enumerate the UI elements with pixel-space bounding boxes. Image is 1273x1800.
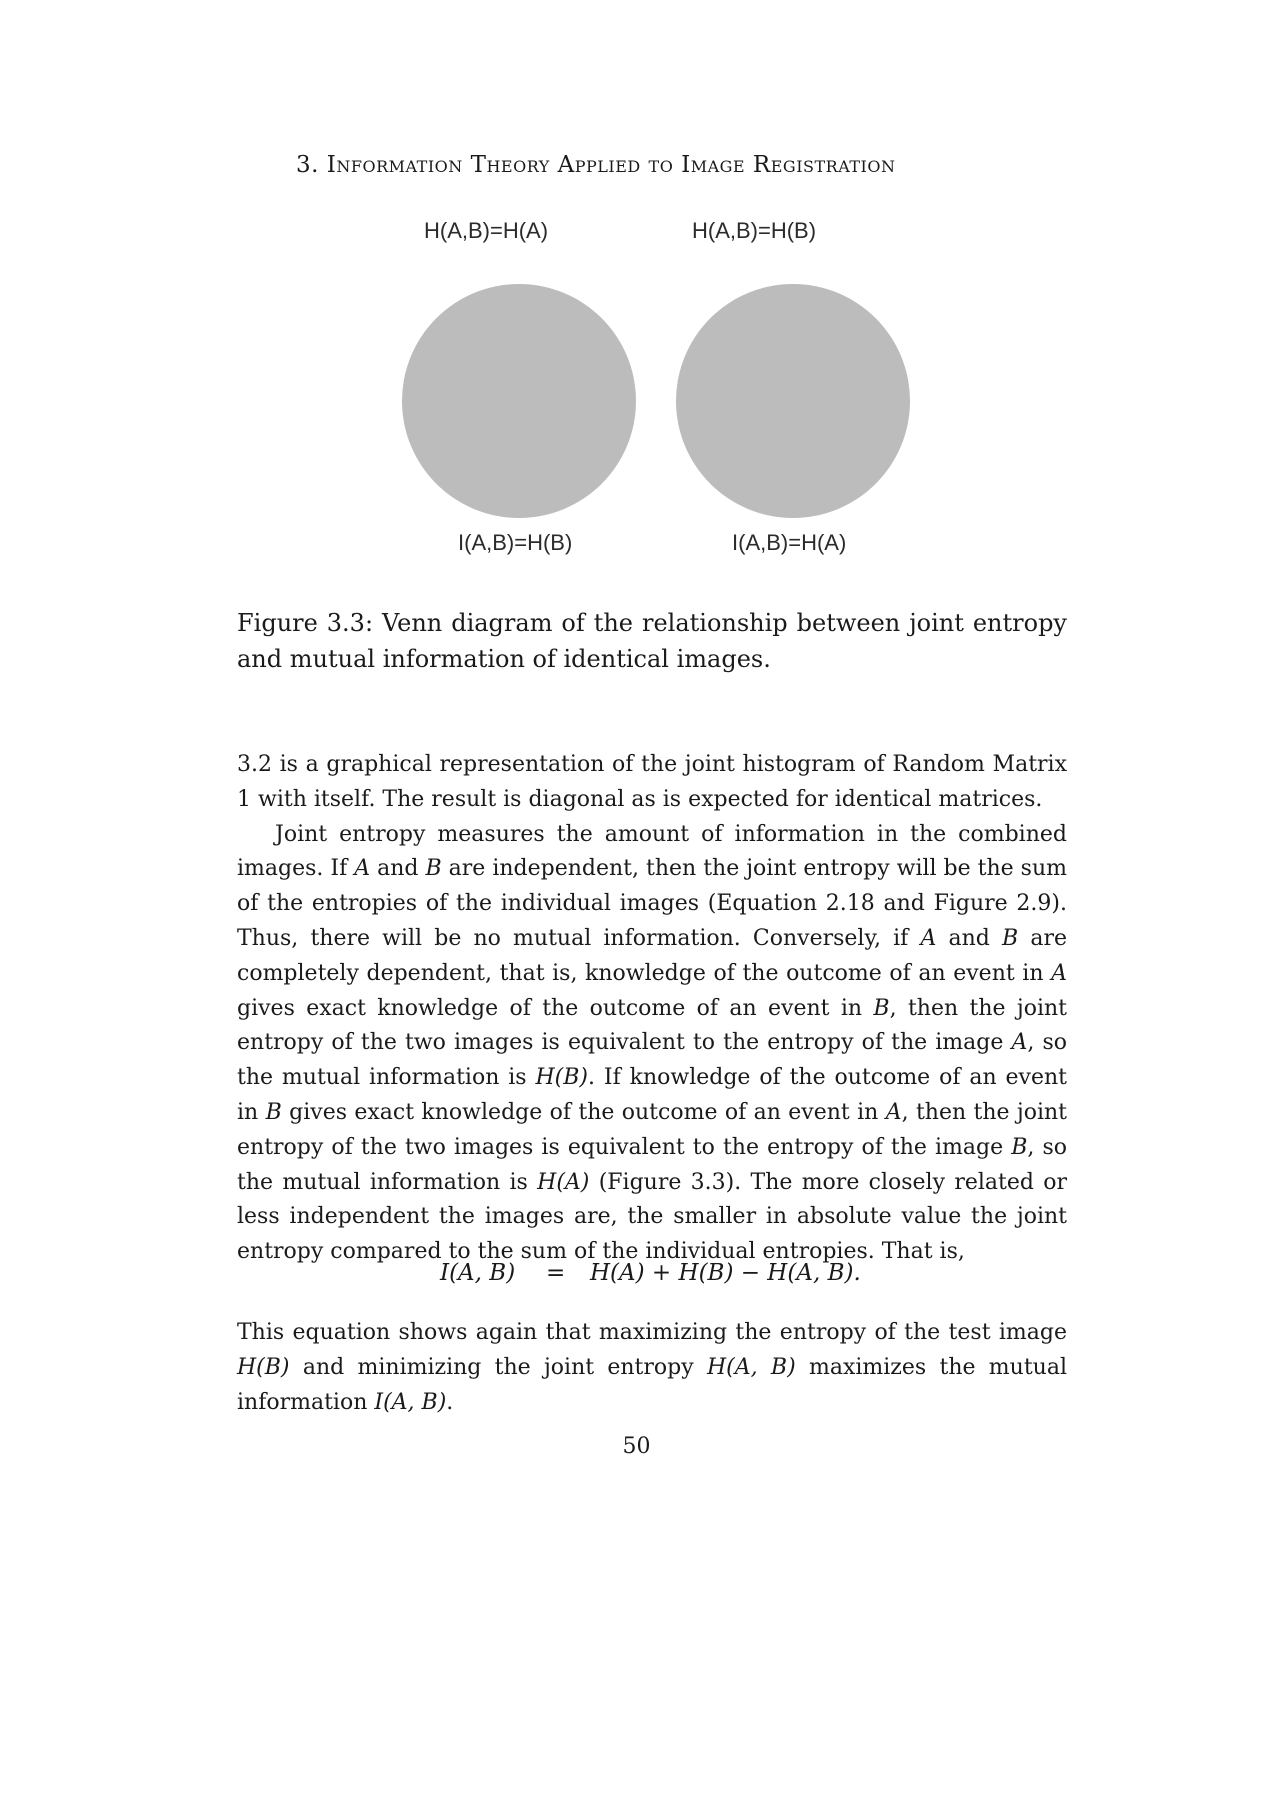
- equation-lhs: I(A, B): [440, 1260, 516, 1286]
- paragraph-1: 3.2 is a graphical representation of the joint histogram of Random Matrix 1 with itself. The result is diagonal as is expected for identical matrices.: [237, 752, 1067, 812]
- page-number: 50: [622, 1434, 651, 1459]
- label-top-left: H(A,B)=H(A): [424, 218, 549, 243]
- label-top-right: H(A,B)=H(B): [692, 218, 817, 243]
- chapter-title: Information Theory Applied to Image Registration: [326, 152, 896, 178]
- figure-caption: Figure 3.3: Venn diagram of the relationship between joint entropy and mutual information of identical images.: [237, 609, 1067, 673]
- equation-equals: =: [546, 1260, 566, 1286]
- running-header: [296, 152, 896, 178]
- closing-paragraph: This equation shows again that maximizing the entropy of the test image H(B) and minimizing the joint entropy H(A, B) maximizes the mutual information I(A, B).: [237, 1320, 1068, 1415]
- equation-rhs: H(A) + H(B) − H(A, B).: [590, 1260, 861, 1286]
- venn-figure: [380, 218, 900, 558]
- chapter-number: 3.: [296, 152, 319, 178]
- label-bottom-right: I(A,B)=H(A): [732, 530, 847, 555]
- circle-right: [676, 284, 910, 518]
- body-text: [237, 748, 1067, 1270]
- paragraph-2: Joint entropy measures the amount of information in the combined images. If A and B are independent, then the joint entropy will be the sum of the entropies of the individual images (Equation 2.18 and Figure 2.9). Thus, there will be no mutual information. Conversely, if A and B are completely dependent, that is, knowledge of the outcome of an event in A gives exact knowledge of the outcome of an event in B, then the joint entropy of the two images is equivalent to the entropy of the image A, so the mutual information is H(B). If knowledge of the outcome of an event in B gives exact knowledge of the outcome of an event in A, then the joint entropy of the two images is equivalent to the entropy of the image B, so the mutual information is H(A) (Figure 3.3). The more closely related or less independent the images are, the smaller in absolute value the joint entropy compared to the sum of the individual entropies. That is,: [237, 821, 1068, 1265]
- label-bottom-left: I(A,B)=H(B): [458, 530, 573, 555]
- circle-left: [402, 284, 636, 518]
